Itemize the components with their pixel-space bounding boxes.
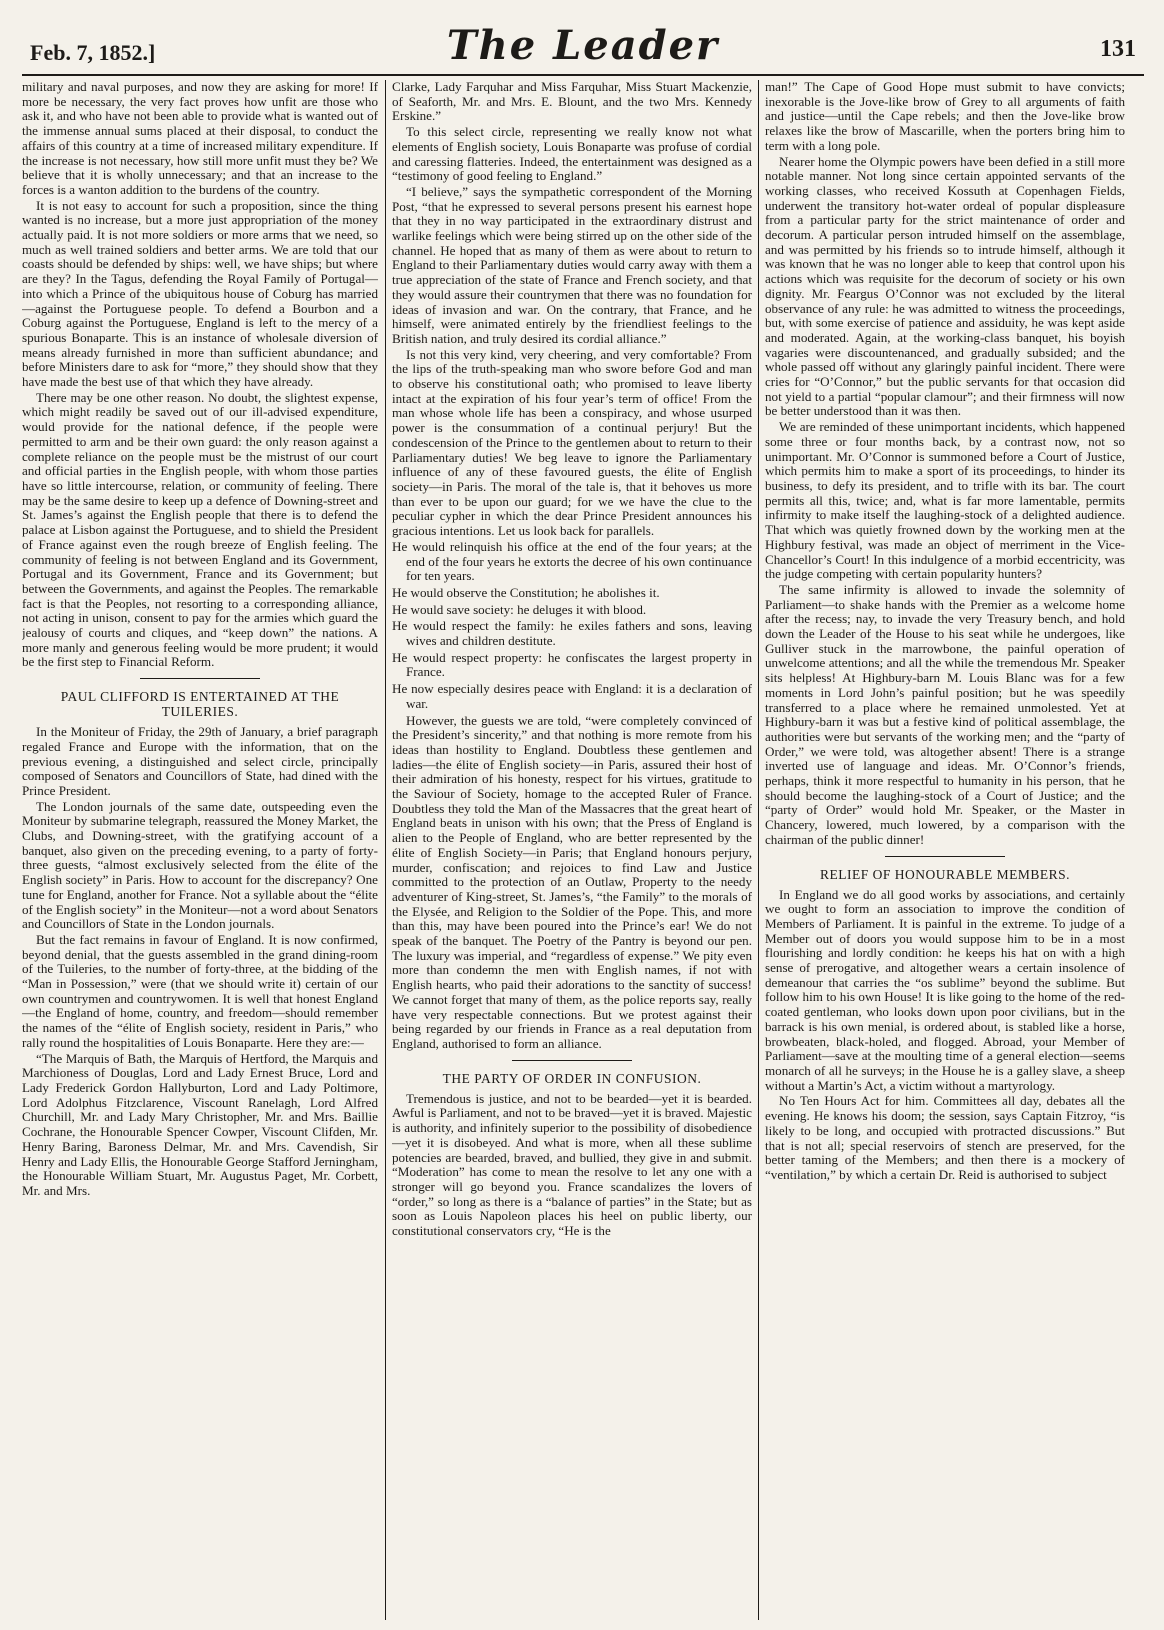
article-paragraph: “I believe,” says the sympathetic correspondent of the Morning Post, “that he expressed to several persons present his earnest hope that they in no way participated in the extraordinary distrust and warlike feelings which were being stirred up on the other side of the channel. He hoped that as many of them as were about to return to England to their Parliamentary duties would carry away with them a true appreciation of the state of France and French society, and that they would assure their countrymen that there was no foundation for ideas of invasion and war. On the contrary, that France, and he himself, were animated entirely by the friendliest feelings to the British nation, and truly desired its cordial alliance.”	[392, 183, 752, 346]
article-paragraph: To this select circle, representing we really know not what elements of English society, Louis Bonaparte was profuse of cordial and caressing flatteries. Indeed, the entertainment was designed as a “testimony of good feeling to England.”	[392, 124, 752, 184]
article-paragraph: The London journals of the same date, outspeeding even the Moniteur by submarine telegraph, reassured the Money Market, the Clubs, and Downing-street, with the gratifying account of a banquet, also given on the preceding evening, to a party of forty-three guests, “almost exclusively selected from the élite of the English society” in Paris. How to account for the discrepancy? One tune for England, another for France. Not a syllable about the “élite of the English society” in the Moniteur—not a word about Senators and Councillors of State in the London journals.	[22, 798, 378, 932]
list-item: He would respect property: he confiscates the largest property in France.	[392, 649, 752, 680]
list-item: He would observe the Constitution; he abolishes it.	[392, 584, 660, 600]
list-item: He would respect the family: he exiles fathers and sons, leaving wives and children destitute.	[392, 618, 752, 649]
article-paragraph: military and naval purposes, and now they are asking for more! If more be necessary, the very fact proves how unfit are those who ask it, and who have not been able to provide what is wanted out of the immense annual sums placed at their disposal, to conduct the affairs of this country at a time of increased military expenditure. If the increase is not necessary, how still more unfit must they be? We believe that it is wholly unnecessary; and that an increase to the forces is a wanton addition to the burdens of the country.	[22, 80, 378, 197]
column-3	[765, 80, 1125, 1620]
column-rule-2	[758, 80, 759, 1620]
article-paragraph: There may be one other reason. No doubt, the slightest expense, which might readily be saved out of our ill-advised expenditure, would provide for the national defence, if the people were permitted to arm and be their own guard: the only reason against a complete reliance on the people must be the mistrust of our court and official parties in the English people, with whom those parties have so little intercourse, relation, or community of feeling. There may be the same desire to keep up a defence of Downing-street and St. James’s against the English people that there is to defend the palace at Lisbon against the Portuguese, and to shield the President of France against even the rough breeze of English feeling. The community of feeling is not between England and its Government, Portugal and its Government, France and its Government; but between the Governments, and against the Peoples. The remarkable fact is that the Peoples, not resorting to a corresponding alliance, not acting in unison, consent to pay for the armies which guard the jealousy of courts and cliques, and “keep down” the nations. A more manly and generous feeling would be more prudent; it would be the first step to Financial Reform.	[22, 389, 378, 670]
article-paragraph: But the fact remains in favour of England. It is now confirmed, beyond denial, that the guests assembled in the grand dining-room of the Tuileries, to the number of forty-three, at the bidding of the “Man in Possession,” were (that we should write it) certain of our own countrymen and countrywomen. It is well that honest England—the England of home, country, and freedom—should remember the names of the “élite of English society, resident in Paris,” who rally round the hospitalities of Louis Bonaparte. Here they are:—	[22, 931, 378, 1050]
article-paragraph: No Ten Hours Act for him. Committees all day, debates all the evening. He knows his doom; the session, says Captain Fitzroy, “is likely to be long, and occupied with protracted discussions.” But that is not all; special reservoirs of stench are preserved, for the better taming of the Members; and then there is a mockery of “ventilation,” by which a certain Dr. Reid is authorised to subject	[765, 1093, 1125, 1182]
section-separator	[885, 856, 1005, 857]
article-paragraph: However, the guests we are told, “were completely convinced of the President’s sincerity,” and that nothing is more remote from his ideas than hostility to England. Doubtless these gentlemen and ladies—the élite of English society—in Paris, assured their host of their admiration of his honesty, respect for his virtues, gratitude to the Saviour of Society, homage to the accepted Ruler of France. Doubtless they told the Man of the Massacres that the great heart of England beats in unison with his own; that the Press of England is alien to the People of England, who are better represented by the élite of English Society—in Paris; that England honours perjury, murder, confiscation; and rejoices to find Law and Justice committed to the protection of an Outlaw, Property to the needy adventurer of King-street, St. James’s, “the Family” to the morals of the Elysée, and Religion to the Soldier of the Pope. This, and more than this, may have been poured into the Prince’s ear! We do not speak of the banquet. The Poetry of the Pantry is beyond our pen. The luxury was imperial, and “regardless of expense.” We pity even more than condemn the men with English names, if not with English hearts, who paid their adorations to the sanctity of success! We cannot forget that many of them, as the police reports say, really have very respectable connections. But we protest against their being regarded by our friends in France as a real deputation from England, authorised to form an alliance.	[392, 712, 752, 1051]
article-paragraph: The same infirmity is allowed to invade the solemnity of Parliament—to shake hands with the Premier as a welcome home after the recess; nay, to invade the very Treasury bench, and hold down the Leader of the House to his seat while he undergoes, like Gulliver stuck in the marrowbone, the painful operation of unwelcome attentions; and all the while the tremendous Mr. Speaker sits helpless! At Highbury-barn M. Louis Blanc was for a few moments in Lord John’s painful position; but he was speedily transferred to a place where he remained unmolested. Yet at Highbury-barn it was but a festive kind of political assemblage, the authorities were but servants of the working men; and the “party of Order,” we were told, was altogether absent! There is a strange inverted use of language and ideas. Mr. O’Connor’s friends, perhaps, think it more respectful to humanity in his person, that he should become the laughing-stock of a Court of Justice; and the “party of Order” would hold Mr. Speaker, or the Master in Chancery, lowered, much lowered, by a comparison with the chairman of the public dinner!	[765, 581, 1125, 847]
section-separator	[140, 678, 260, 679]
list-item: He would save society: he deluges it with blood.	[392, 601, 647, 617]
column-1	[22, 80, 378, 1620]
article-paragraph: Tremendous is justice, and not to be bearded—yet it is bearded. Awful is Parliament, and not to be braved—yet it is braved. Majestic is authority, and infinitely superior to the possibility of disobedience—yet it is disobeyed. And what is more, when all these sublime potencies are bearded, braved, and bullied, they give in and submit. “Moderation” has come to mean the resolve to let any one with a stronger will go beyond you. France scandalizes the lovers of “order,” so long as there is a “balance of parties” in the State; but as soon as Louis Napoleon places his heel on public liberty, our constitutional conservators cry, “He is the	[392, 1090, 752, 1239]
column-rule-1	[385, 80, 386, 1620]
article-paragraph: In the Moniteur of Friday, the 29th of January, a brief paragraph regaled France and Europe with the information, that on the previous evening, a distinguished and select circle, principally composed of Senators and Councillors of State, had dined with the Prince President.	[22, 724, 378, 798]
article-heading: THE PARTY OF ORDER IN CONFUSION.	[442, 1070, 702, 1086]
article-paragraph: We are reminded of these unimportant incidents, which happened some three or four months back, by a contrast now, not so unimportant. Mr. O’Connor is summoned before a Court of Justice, which permits him to make a sport of its proceedings, to hinder its business, to defy its president, and to trifle with its bar. The court permits all this, twice; and, what is far more lamentable, permits infirmity to make itself the laughing-stock of a delighted audience. That which was quietly frowned down by the working men at the Highbury festival, was made an object of merriment in the Vice-Chancellor’s Court! In this indulgence of a morbid eccentricity, was the judge competing with certain popularity hunters?	[765, 419, 1125, 582]
issue-date: Feb. 7, 1852.]	[30, 40, 156, 65]
list-item: He now especially desires peace with England: it is a declaration of war.	[392, 681, 752, 711]
article-paragraph: It is not easy to account for such a proposition, since the thing wanted is no increase, but a more just appropriation of the money actually paid. It is not more soldiers or more arms that we need, so much as well trained soldiers and better arms. We are told that our coasts should be defended by ships: well, we have ships; but where are they? In the Tagus, defending the Royal Family of Portugal—into which a Prince of the ubiquitous house of Coburg has married—against the Portuguese people. To defend a Bourbon and a Coburg against the Portuguese, England is left to the mercy of a spurious Bonaparte. This is an instance of wholesale diversion of means already furnished in more than sufficient abundance; and before Ministers dare to ask for “more,” they should show that they have made the best use of that which they have already.	[22, 197, 378, 390]
masthead	[22, 8, 1144, 76]
list-item: He would relinquish his office at the end of the four years; at the end of the four years he extorts the decree of his own continuance for ten years.	[392, 538, 752, 584]
article-paragraph: Is not this very kind, very cheering, and very comfortable? From the lips of the truth-speaking man who swore before God and man to observe his constitutional oath; who promised to leave liberty intact at the expiration of his four year’s term of office! From the man whose whole life has been a conspiracy, and whose usurped power is the consummation of a continual perjury! But the condescension of the Prince to the gentlemen about to return to their Parliamentary duties! We beg leave to ignore the Parliamentary influence of any of these favoured guests, the élite of English society—in Paris. The moral of the tale is, that it behoves us more than ever to be upon our guard; for we we have the clue to the peculiar cypher in which the dear Prince President announces his gracious intentions. Let us look back for parallels.	[392, 346, 752, 539]
page-number: 131	[1100, 36, 1136, 62]
article-paragraph: Clarke, Lady Farquhar and Miss Farquhar, Miss Stuart Mackenzie, of Seaforth, Mr. and Mrs. E. Blount, and the two Mrs. Kennedy Erskine.”	[392, 80, 752, 124]
section-separator	[512, 1060, 632, 1061]
article-paragraph: “The Marquis of Bath, the Marquis of Hertford, the Marquis and Marchioness of Douglas, Lord and Lady Ernest Bruce, Lord and Lady Frederick Gordon Hallyburton, Lord and Lady Poltimore, Lord Adolphus Fitzclarence, Viscount Ranelagh, Lord Alfred Churchill, Mr. and Lady Mary Christopher, Mr. and Mrs. Baillie Cochrane, the Honourable Spencer Cowper, Viscount Clifden, Mr. Henry Baring, Baroness Delmar, Mr. and Mrs. Cavendish, Sir Henry and Lady Ellis, the Honourable George Stafford Jerningham, the Honourable William Stuart, Mr. Augustus Paget, Mr. Corbett, Mr. and Mrs.	[22, 1050, 378, 1198]
newspaper-title: The Leader	[446, 22, 720, 69]
article-heading: PAUL CLIFFORD IS ENTERTAINED AT THE TUILERIES.	[60, 689, 340, 720]
article-heading: RELIEF OF HONOURABLE MEMBERS.	[819, 866, 1071, 882]
article-paragraph: In England we do all good works by associations, and certainly we ought to form an association to improve the condition of Members of Parliament. It is painful in the extreme. To judge of a Member out of doors you would suppose him to be in a most flourishing and lordly condition: he keeps his hat on with a high sense of prerogative, and altogether wears a certain insolence of demeanour that carries the “os sublime” beyond the sublime. But follow him to his own House! It is like going to the home of the red-coated gentleman, who looks down upon poor civilians, but in the barrack is his own menial, is ordered about, is stabled like a horse, browbeaten, black-holed, and flogged. Abroad, your Member of Parliament—save at the moulting time of a general election—seems monarch of all he surveys; in the House he is a galley slave, a sheep without a Martin’s Act, a victim without a martyrology.	[765, 886, 1125, 1093]
article-paragraph: Nearer home the Olympic powers have been defied in a still more notable manner. Not long since certain appointed servants of the working classes, who received Kossuth at Copenhagen Fields, underwent the transitory hot-water ordeal of popular displeasure from a particular party for the strict maintenance of order and decorum. A particular person intruded himself on the assemblage, and was permitted by his friends so to intrude himself, although it was known that he was no longer able to keep that control upon his actions which was requisite for the decorum of society or his own dignity. Mr. Feargus O’Connor was not excluded by the literal observance of any rule: he was admitted to witness the proceedings, but, with some exercise of patience and assiduity, he was kept aside and moderated. Again, at the working-class banquet, his boyish vagaries were discountenanced, and gradually subsided; and the whole passed off without any glaringly painful incident. There were cries for “O’Connor,” but the public servants for that occasion did not yield to a partial “popular clamour”; and their firmness will now be better understood than it was then.	[765, 153, 1125, 419]
column-2	[392, 80, 752, 1620]
article-paragraph: man!” The Cape of Good Hope must submit to have convicts; inexorable is the Jove-like brow of Grey to all arguments of faith and justice—until the Cape rebels; and then the Jove-like brow relaxes like the brow of Mascarille, when the porters bring him to term with a long pole.	[765, 80, 1125, 153]
